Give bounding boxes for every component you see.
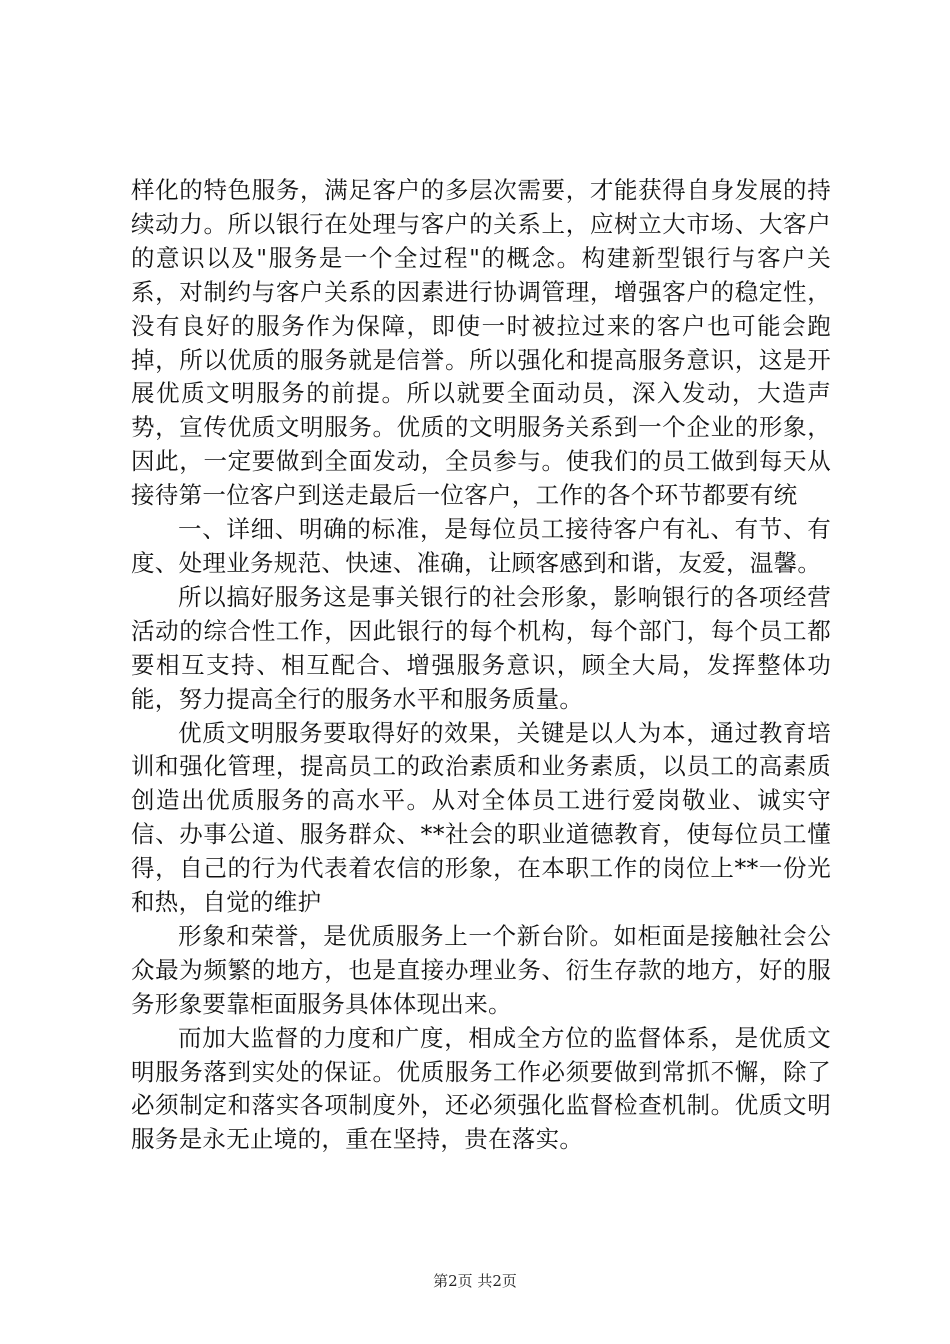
paragraph-counter-service: 形象和荣誉，是优质服务上一个新台阶。如柜面是接触社会公众最为频繁的地方，也是直接办理业务、衍生存款的地方，好的服务形象要靠柜面服务具体体现出来。	[131, 921, 831, 1018]
paragraph-supervision: 而加大监督的力度和广度，相成全方位的监督体系，是优质文明服务落到实处的保证。优质服务工作必须要做到常抓不懈，除了必须制定和落实各项制度外，还必须强化监督检查机制。优质文明服务是永无止境的，重在坚持，贵在落实。	[131, 1023, 831, 1154]
paragraph-continuation: 样化的特色服务，满足客户的多层次需要，才能获得自身发展的持续动力。所以银行在处理与客户的关系上，应树立大市场、大客户的意识以及"服务是一个全过程"的概念。构建新型银行与客户关系，对制约与客户关系的因素进行协调管理，增强客户的稳定性，没有良好的服务作为保障，即使一时被拉过来的客户也可能会跑掉，所以优质的服务就是信誉。所以强化和提高服务意识，这是开展优质文明服务的前提。所以就要全面动员，深入发动，大造声势，宣传优质文明服务。优质的文明服务关系到一个企业的形象，因此，一定要做到全面发动，全员参与。使我们的员工做到每天从接待第一位客户到送走最后一位客户，工作的各个环节都要有统	[131, 176, 831, 510]
page-number-footer: 第2页 共2页	[433, 1272, 517, 1290]
paragraph-standards: 一、详细、明确的标准，是每位员工接待客户有礼、有节、有度、处理业务规范、快速、准确，让顾客感到和谐，友爱，温馨。	[131, 515, 831, 577]
paragraph-service-image: 所以搞好服务这是事关银行的社会形象，影响银行的各项经营活动的综合性工作，因此银行的每个机构，每个部门，每个员工都要相互支持、相互配合、增强服务意识，顾全大局，发挥整体功能，努力提高全行的服务水平和服务质量。	[131, 582, 831, 713]
paragraph-people-oriented: 优质文明服务要取得好的效果，关键是以人为本，通过教育培训和强化管理，提高员工的政治素质和业务素质，以员工的高素质创造出优质服务的高水平。从对全体员工进行爱岗敬业、诚实守信、办事公道、服务群众、**社会的职业道德教育，使每位员工懂得，自己的行为代表着农信的形象，在本职工作的岗位上**一份光和热，自觉的维护	[131, 718, 831, 917]
document-body	[131, 174, 831, 1157]
